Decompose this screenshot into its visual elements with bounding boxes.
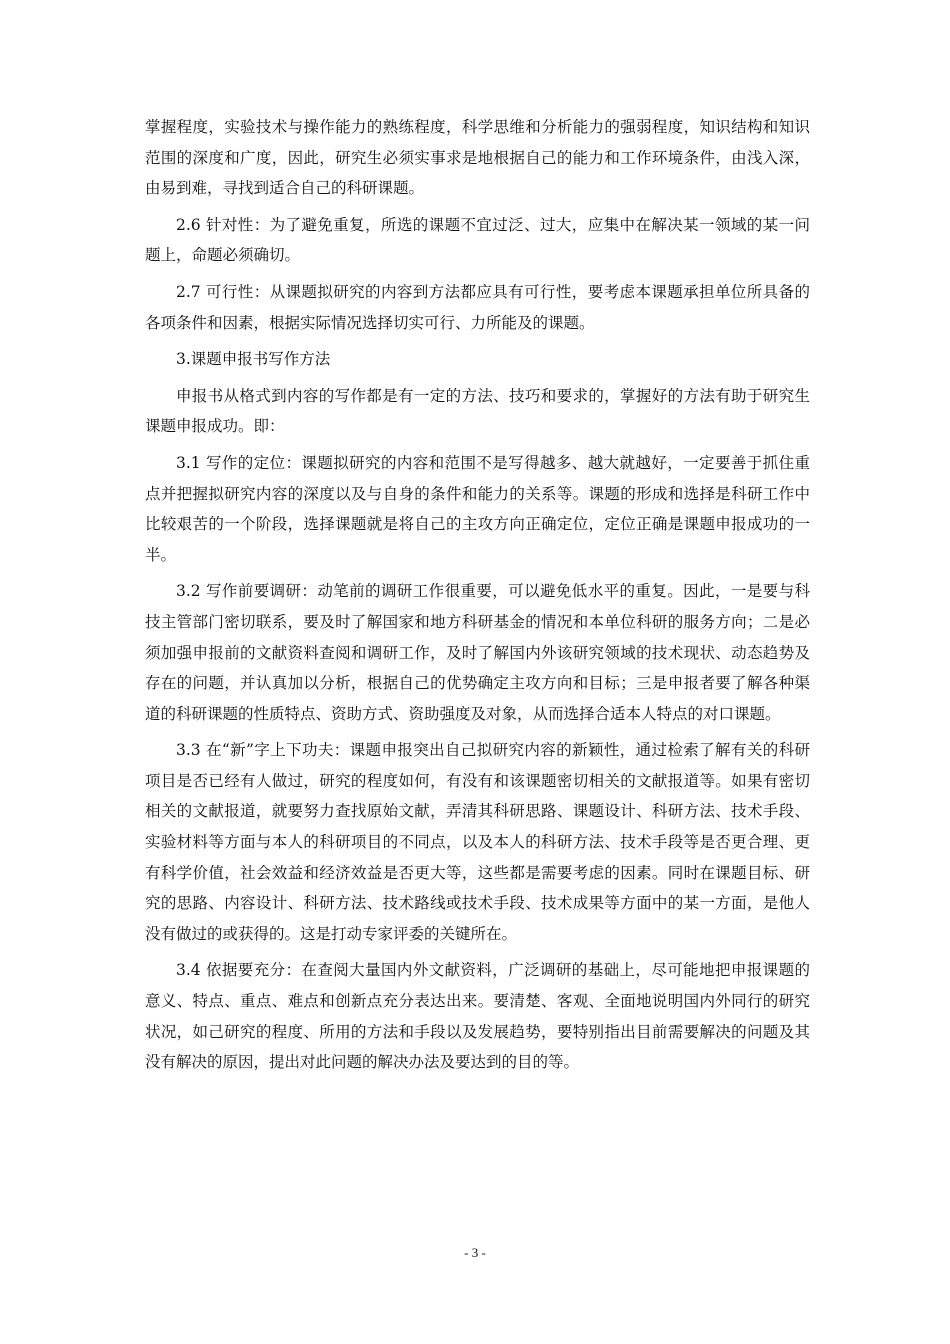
paragraph-3-3-novelty: 3.3 在“新”字上下功夫：课题申报突出自己拟研究内容的新颖性，通过检索了解有关的科研项目是否已经有人做过，研究的程度如何，有没有和该课题密切相关的文献报道等。如果有密切相关的文献报道，就要努力查找原始文献，弄清其科研思路、课题设计、科研方法、技术手段、实验材料等方面与本人的科研项目的不同点，以及本人的科研方法、技术手段等是否更合理、更有科学价值，社会效益和经济效益是否更大等，这些都是需要考虑的因素。同时在课题目标、研究的思路、内容设计、科研方法、技术路线或技术手段、技术成果等方面中的某一方面，是他人没有做过的或获得的。这是打动专家评委的关键所在。 xyxy=(145,741,810,943)
document-body xyxy=(145,112,810,1084)
paragraph-2-7-feasibility: 2.7 可行性：从课题拟研究的内容到方法都应具有可行性，要考虑本课题承担单位所具备的各项条件和因素，根据实际情况选择切实可行、力所能及的课题。 xyxy=(145,282,810,332)
paragraph-3-1-positioning: 3.1 写作的定位：课题拟研究的内容和范围不是写得越多、越大就越好，一定要善于抓住重点并把握拟研究内容的深度以及与自身的条件和能力的关系等。课题的形成和选择是科研工作中比较艰苦的一个阶段，选择课题就是将自己的主攻方向正确定位，定位正确是课题申报成功的一半。 xyxy=(145,453,810,564)
paragraph-3-2-research: 3.2 写作前要调研：动笔前的调研工作很重要，可以避免低水平的重复。因此，一是要与科技主管部门密切联系，要及时了解国家和地方科研基金的情况和本单位科研的服务方向；二是必须加强申报前的文献资料查阅和调研工作，及时了解国内外该研究领域的技术现状、动态趋势及存在的问题，并认真加以分析，根据自己的优势确定主攻方向和目标；三是申报者要了解各种渠道的科研课题的性质特点、资助方式、资助强度及对象，从而选择合适本人特点的对口课题。 xyxy=(145,582,810,723)
section-heading-3: 3.课题申报书写作方法 xyxy=(176,350,331,369)
page-number: - 3 - xyxy=(464,1245,486,1260)
paragraph-section-3-intro: 申报书从格式到内容的写作都是有一定的方法、技巧和要求的，掌握好的方法有助于研究生课题申报成功。即： xyxy=(145,386,810,436)
paragraph-3-4-evidence: 3.4 依据要充分：在查阅大量国内外文献资料，广泛调研的基础上，尽可能地把申报课题的意义、特点、重点、难点和创新点充分表达出来。要清楚、客观、全面地说明国内外同行的研究状况，如己研究的程度、所用的方法和手段以及发展趋势，要特别指出目前需要解决的问题及其没有解决的原因，提出对此问题的解决办法及要达到的目的等。 xyxy=(145,961,810,1072)
paragraph-2-6-pertinence: 2.6 针对性：为了避免重复，所选的课题不宜过泛、过大，应集中在解决某一领域的某一问题上，命题必须确切。 xyxy=(145,215,810,265)
paragraph-continuation: 掌握程度，实验技术与操作能力的熟练程度，科学思维和分析能力的强弱程度，知识结构和知识范围的深度和广度，因此，研究生必须实事求是地根据自己的能力和工作环境条件，由浅入深，由易到难，寻找到适合自己的科研课题。 xyxy=(145,118,810,198)
